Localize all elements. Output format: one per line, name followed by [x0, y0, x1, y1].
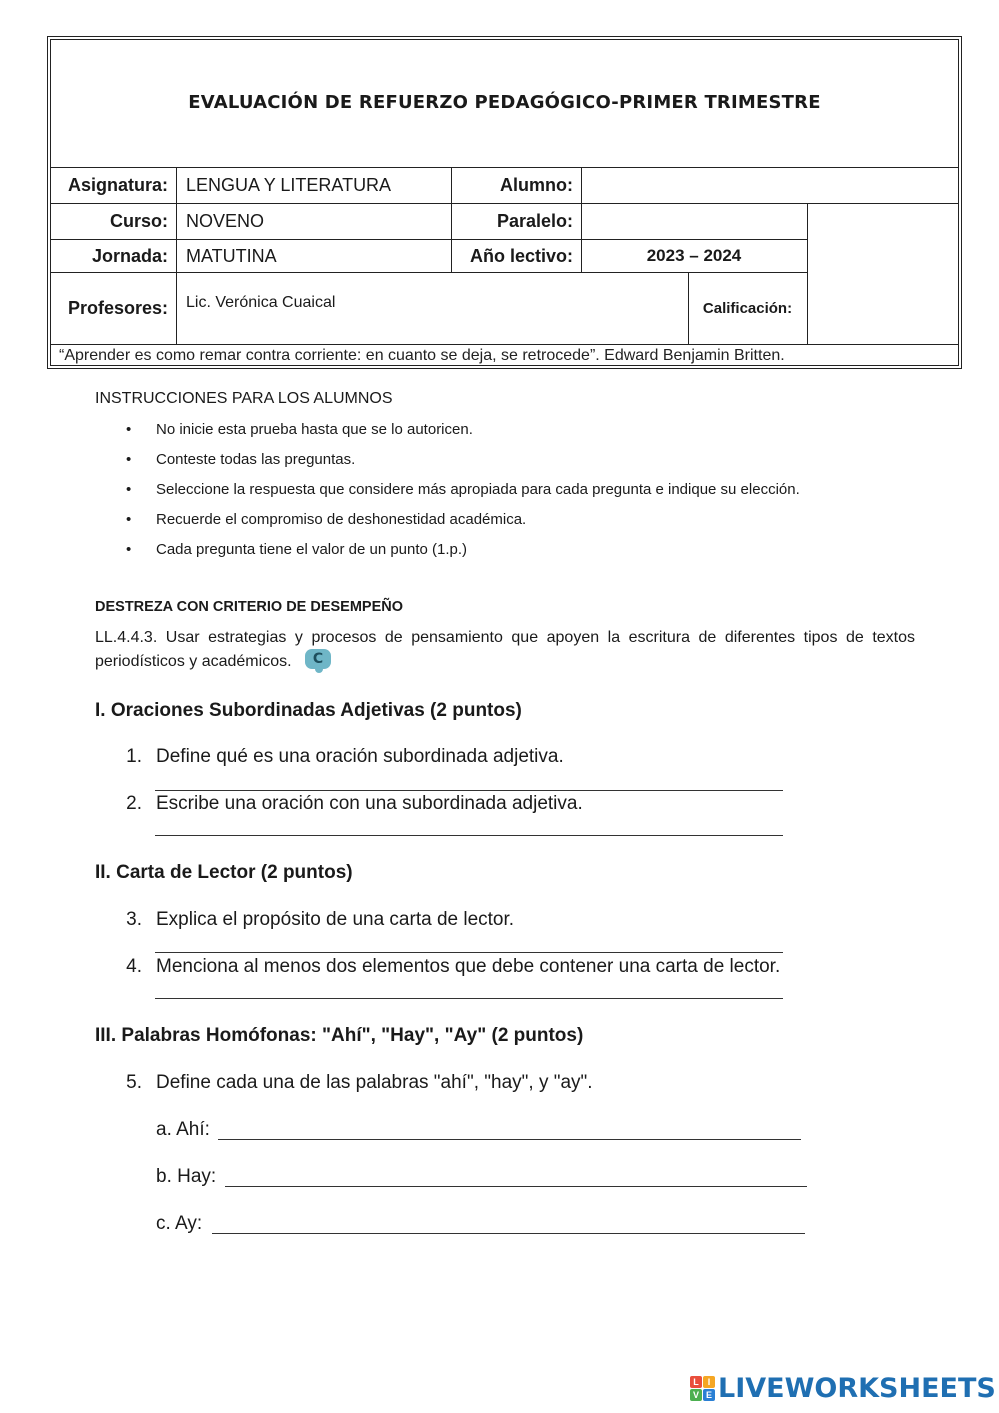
instruction-item: Cada pregunta tiene el valor de un punto (1.p.)	[156, 541, 468, 558]
header-rule	[50, 167, 959, 168]
asignatura-value: LENGUA Y LITERATURA	[186, 175, 392, 195]
question-number: 5.	[126, 1072, 142, 1093]
profesores-value: Lic. Verónica Cuaical	[186, 294, 336, 311]
calificacion-field[interactable]	[808, 204, 958, 343]
liveworksheets-logo-icon	[690, 1376, 716, 1402]
question-number: 4.	[126, 956, 142, 977]
answer-line[interactable]	[155, 998, 783, 999]
question-text: Explica el propósito de una carta de lector.	[156, 909, 515, 930]
logo-mark-letter: I	[703, 1376, 715, 1388]
sub-item-label: a. Ahí:	[156, 1119, 210, 1140]
profesores-label: Profesores:	[67, 298, 168, 318]
instruction-item: Seleccione la respuesta que considere más apropiada para cada pregunta e indique su elección.	[156, 481, 800, 498]
answer-line[interactable]	[155, 790, 783, 791]
section-title: I. Oraciones Subordinadas Adjetivas (2 puntos)	[95, 700, 522, 721]
sub-item-label: b. Hay:	[156, 1166, 217, 1187]
jornada-value: MATUTINA	[186, 246, 277, 266]
question-text: Menciona al menos dos elementos que debe contener una carta de lector.	[156, 956, 781, 977]
bullet-icon: •	[126, 481, 132, 498]
instructions-title: INSTRUCCIONES PARA LOS ALUMNOS	[95, 390, 393, 407]
section-title: II. Carta de Lector (2 puntos)	[95, 862, 353, 883]
instruction-item: Conteste todas las preguntas.	[156, 451, 356, 468]
answer-line[interactable]	[155, 952, 783, 953]
bullet-icon: •	[126, 541, 132, 558]
instruction-item: Recuerde el compromiso de deshonestidad académica.	[156, 511, 527, 528]
comment-icon[interactable]: C	[305, 649, 331, 669]
answer-line[interactable]	[212, 1233, 805, 1234]
alumno-field[interactable]	[590, 175, 950, 197]
asignatura-label: Asignatura:	[67, 175, 168, 195]
anio-lectivo-value: 2023 – 2024	[646, 246, 742, 265]
section-title: III. Palabras Homófonas: "Ahí", "Hay", "Ay" (2 puntos)	[95, 1025, 584, 1046]
logo-mark-letter: V	[690, 1389, 702, 1401]
calificacion-label: Calificación:	[702, 300, 793, 317]
header-rule	[50, 239, 807, 240]
bullet-icon: •	[126, 451, 132, 468]
question-number: 2.	[126, 793, 142, 814]
question-text: Escribe una oración con una subordinada adjetiva.	[156, 793, 583, 814]
destreza-text: LL.4.4.3. Usar estrategias y procesos de pensamiento que apoyen la escritura de diferentes tipos de textos periodísticos y académicos.	[95, 629, 915, 670]
logo-mark-letter: L	[690, 1376, 702, 1388]
jornada-label: Jornada:	[91, 246, 168, 266]
header-rule	[50, 272, 807, 273]
alumno-label: Alumno:	[500, 175, 573, 195]
question-number: 1.	[126, 746, 142, 767]
instruction-item: No inicie esta prueba hasta que se lo autoricen.	[156, 421, 473, 438]
bullet-icon: •	[126, 421, 132, 438]
anio-lectivo-label: Año lectivo:	[469, 246, 573, 266]
curso-value: NOVENO	[186, 211, 265, 231]
document-title: EVALUACIÓN DE REFUERZO PEDAGÓGICO-PRIMER TRIMESTRE	[188, 92, 821, 113]
curso-label: Curso:	[110, 211, 168, 231]
logo-text: LIVEWORKSHEETS	[718, 1373, 996, 1404]
paralelo-field[interactable]	[590, 211, 800, 233]
header-rule	[451, 167, 452, 272]
answer-line[interactable]	[225, 1186, 807, 1187]
question-text: Define cada una de las palabras "ahí", "hay", y "ay".	[156, 1072, 593, 1093]
header-rule	[176, 167, 177, 344]
question-text: Define qué es una oración subordinada adjetiva.	[156, 746, 564, 767]
sub-item-label: c. Ay:	[156, 1213, 203, 1234]
answer-line[interactable]	[155, 835, 783, 836]
quote-text: “Aprender es como remar contra corriente: en cuanto se deja, se retrocede”. Edward Benjamin Britten.	[59, 347, 785, 364]
bullet-icon: •	[126, 511, 132, 528]
destreza-title: DESTREZA CON CRITERIO DE DESEMPEÑO	[95, 599, 404, 615]
header-rule	[50, 344, 959, 345]
paralelo-label: Paralelo:	[496, 211, 573, 231]
answer-line[interactable]	[218, 1139, 801, 1140]
question-number: 3.	[126, 909, 142, 930]
logo-mark-letter: E	[703, 1389, 715, 1401]
